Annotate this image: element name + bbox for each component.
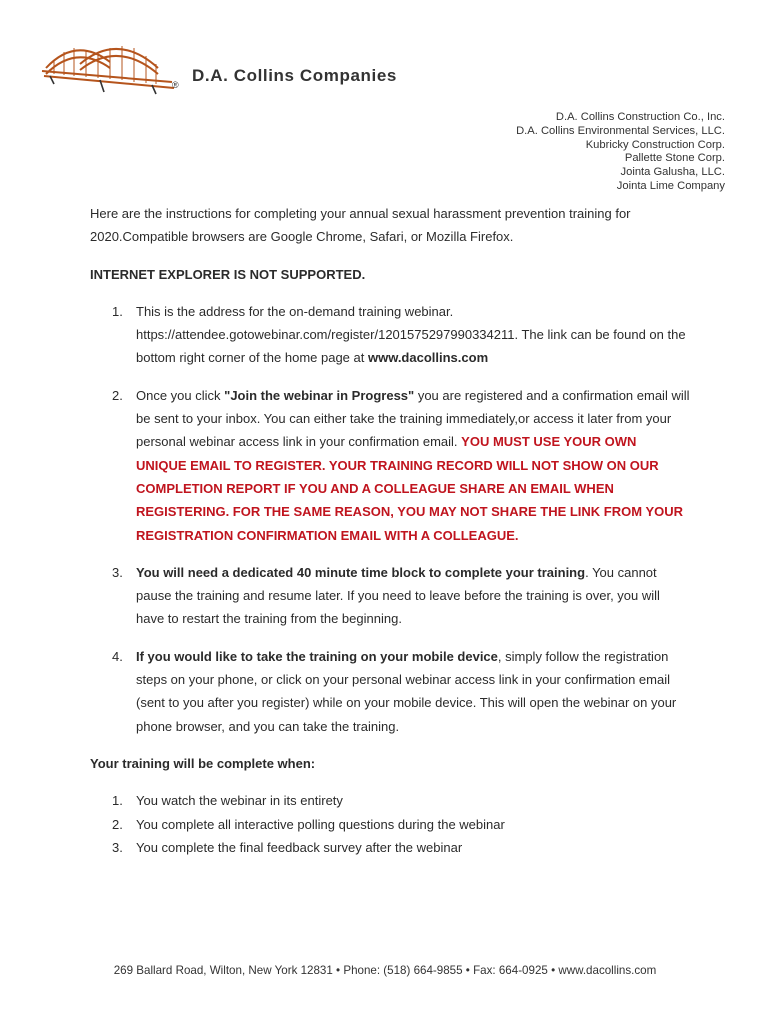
- intro-paragraph: Here are the instructions for completing your annual sexual harassment prevention training for 2020.Compatible browsers are Google Chrome, Safari, or Mozilla Firefox.: [90, 206, 631, 245]
- item-number: 1.: [112, 793, 123, 809]
- item-text: You watch the webinar in its entirety: [136, 793, 343, 809]
- company-name: D.A. Collins Companies: [192, 66, 397, 85]
- company-logo: [40, 38, 410, 100]
- subsidiary-list: [516, 111, 725, 194]
- step-text: . You cannot pause the training and resume later. If you need to leave before the training is over, you will have to restart the training from the beginning.: [136, 564, 660, 627]
- subsidiary-name: Pallette Stone Corp.: [624, 152, 725, 165]
- subsidiary-name: Jointa Galusha, LLC.: [620, 166, 725, 179]
- subsidiary-name: D.A. Collins Construction Co., Inc.: [555, 111, 725, 123]
- step-emphasis: "Join the webinar in Progress": [224, 387, 415, 403]
- completion-item: [90, 813, 690, 836]
- completion-item: [90, 836, 690, 859]
- step-number: 3.: [112, 564, 123, 580]
- document-body: [90, 202, 690, 859]
- webinar-link[interactable]: https://attendee.gotowebinar.com/register/1201575297990334211: [136, 327, 515, 343]
- instruction-step: [90, 384, 690, 547]
- step-text: Once you click: [136, 387, 225, 403]
- step-text: , simply follow the registration steps on your phone, or click on your personal webinar access link in your confirmation email (sent to you after you register) while on your mobile device. This will open the webinar on your phone browser, and you can take the training.: [136, 648, 677, 734]
- subsidiary-name: Kubricky Construction Corp.: [585, 138, 725, 151]
- completion-item: [90, 789, 690, 812]
- item-text: You complete the final feedback survey after the webinar: [136, 839, 463, 855]
- step-number: 4.: [112, 648, 123, 664]
- website-link[interactable]: www.dacollins.com: [367, 350, 489, 366]
- email-warning: YOU MUST USE YOUR OWN UNIQUE EMAIL TO REGISTER. YOUR TRAINING RECORD WILL NOT SHOW ON OUR COMPLETION REPORT IF YOU AND A COLLEAGUE SHARE AN EMAIL WHEN REGISTERING. FOR THE SAME REASON, YOU MAY NOT SHARE THE LINK FROM YOUR REGISTRATION CONFIRMATION EMAIL WITH A COLLEAGUE.: [136, 434, 684, 543]
- item-number: 3.: [112, 839, 123, 855]
- instruction-step: [90, 645, 690, 738]
- registered-mark: ®: [172, 80, 179, 90]
- step-emphasis: You will need a dedicated 40 minute time block to complete your training: [136, 564, 586, 580]
- browser-warning: INTERNET EXPLORER IS NOT SUPPORTED.: [90, 266, 366, 282]
- instruction-list: [90, 300, 690, 738]
- subsidiary-name: D.A. Collins Environmental Services, LLC.: [516, 124, 725, 137]
- bridge-logo-icon: [40, 38, 190, 100]
- completion-list: [90, 789, 690, 859]
- step-text: . The link can be found on the bottom right corner of the home page at: [136, 327, 686, 366]
- subsidiary-name: Jointa Lime Company: [616, 179, 725, 192]
- page-footer: 269 Ballard Road, Wilton, New York 12831 • Phone: (518) 664-9855 • Fax: 664-0925 • www.dacollins.com: [113, 964, 657, 977]
- step-number: 1.: [112, 303, 123, 319]
- step-number: 2.: [112, 387, 123, 403]
- instruction-step: [90, 561, 690, 631]
- item-number: 2.: [112, 816, 123, 832]
- item-text: You complete all interactive polling questions during the webinar: [136, 816, 505, 832]
- instruction-step: [90, 300, 690, 370]
- completion-heading: Your training will be complete when:: [90, 755, 316, 771]
- step-text: This is the address for the on-demand training webinar.: [136, 303, 454, 319]
- step-emphasis: If you would like to take the training on your mobile device: [136, 648, 498, 664]
- step-text: you are registered and a confirmation email will be sent to your inbox. You can either take the training immediately,or access it later from your personal webinar access link in your confirmation email.: [136, 387, 690, 450]
